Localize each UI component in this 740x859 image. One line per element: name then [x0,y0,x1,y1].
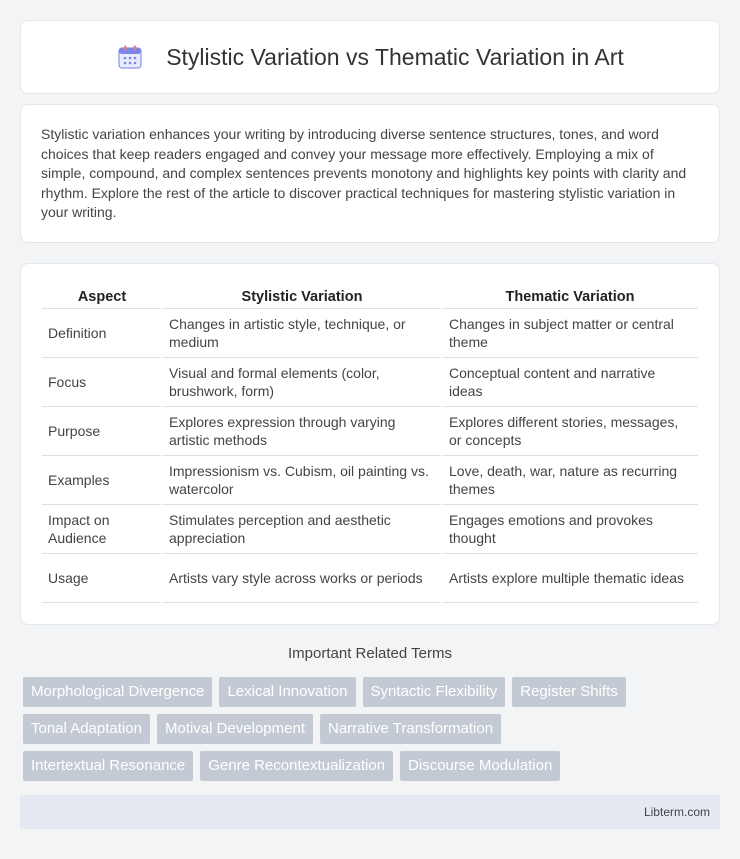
cell-thematic: Artists explore multiple thematic ideas [442,553,698,602]
cell-stylistic: Artists vary style across works or periods [162,553,442,602]
header-thematic: Thematic Variation [442,286,698,308]
cell-aspect: Purpose [42,406,162,455]
table-row [42,406,698,455]
related-terms-title: Important Related Terms [288,645,452,662]
table-row [42,504,698,553]
comparison-table [42,286,698,603]
cell-thematic: Engages emotions and provokes thought [442,504,698,553]
header-aspect: Aspect [42,286,162,308]
related-term-tag[interactable]: Lexical Innovation [219,677,355,707]
comparison-table-card [20,263,720,625]
cell-thematic: Love, death, war, nature as recurring themes [442,455,698,504]
footer [20,795,720,829]
tag-row [23,714,723,744]
related-term-tag[interactable]: Discourse Modulation [400,751,560,781]
cell-stylistic: Explores expression through varying artistic methods [162,406,442,455]
related-terms-list [23,677,723,788]
tag-row [23,751,723,781]
cell-aspect: Focus [42,357,162,406]
table-row [42,553,698,602]
page-title: Stylistic Variation vs Thematic Variation in Art [166,43,624,70]
related-term-tag[interactable]: Register Shifts [512,677,626,707]
related-term-tag[interactable]: Genre Recontextualization [200,751,393,781]
cell-stylistic: Visual and formal elements (color, brushwork, form) [162,357,442,406]
header-stylistic: Stylistic Variation [162,286,442,308]
cell-aspect: Usage [42,553,162,602]
tag-row [23,677,723,707]
cell-thematic: Changes in subject matter or central theme [442,308,698,357]
intro-card [20,104,720,243]
table-row [42,455,698,504]
cell-aspect: Impact on Audience [42,504,162,553]
table-row [42,357,698,406]
table-header-row [42,286,698,308]
related-term-tag[interactable]: Intertextual Resonance [23,751,193,781]
cell-stylistic: Stimulates perception and aesthetic appreciation [162,504,442,553]
related-term-tag[interactable]: Tonal Adaptation [23,714,150,744]
cell-aspect: Examples [42,455,162,504]
table-row [42,308,698,357]
related-term-tag[interactable]: Syntactic Flexibility [363,677,506,707]
intro-text: Stylistic variation enhances your writing by introducing diverse sentence structures, tones, and word choices that keep readers engaged and convey your message more effectively. Employing a mix of simple, compound, and complex sentences prevents monotony and highlights key points with clarity and rhythm. Explore the rest of the article to discover practical techniques for mastering stylistic variation in your writing. [41,126,687,220]
related-term-tag[interactable]: Motival Development [157,714,313,744]
cell-stylistic: Impressionism vs. Cubism, oil painting vs. watercolor [162,455,442,504]
calendar-icon [116,43,144,71]
cell-aspect: Definition [42,308,162,357]
footer-brand-link[interactable]: Libterm.com [643,805,710,819]
header-card [20,20,720,94]
cell-thematic: Explores different stories, messages, or concepts [442,406,698,455]
related-term-tag[interactable]: Narrative Transformation [320,714,501,744]
cell-thematic: Conceptual content and narrative ideas [442,357,698,406]
cell-stylistic: Changes in artistic style, technique, or medium [162,308,442,357]
related-term-tag[interactable]: Morphological Divergence [23,677,212,707]
